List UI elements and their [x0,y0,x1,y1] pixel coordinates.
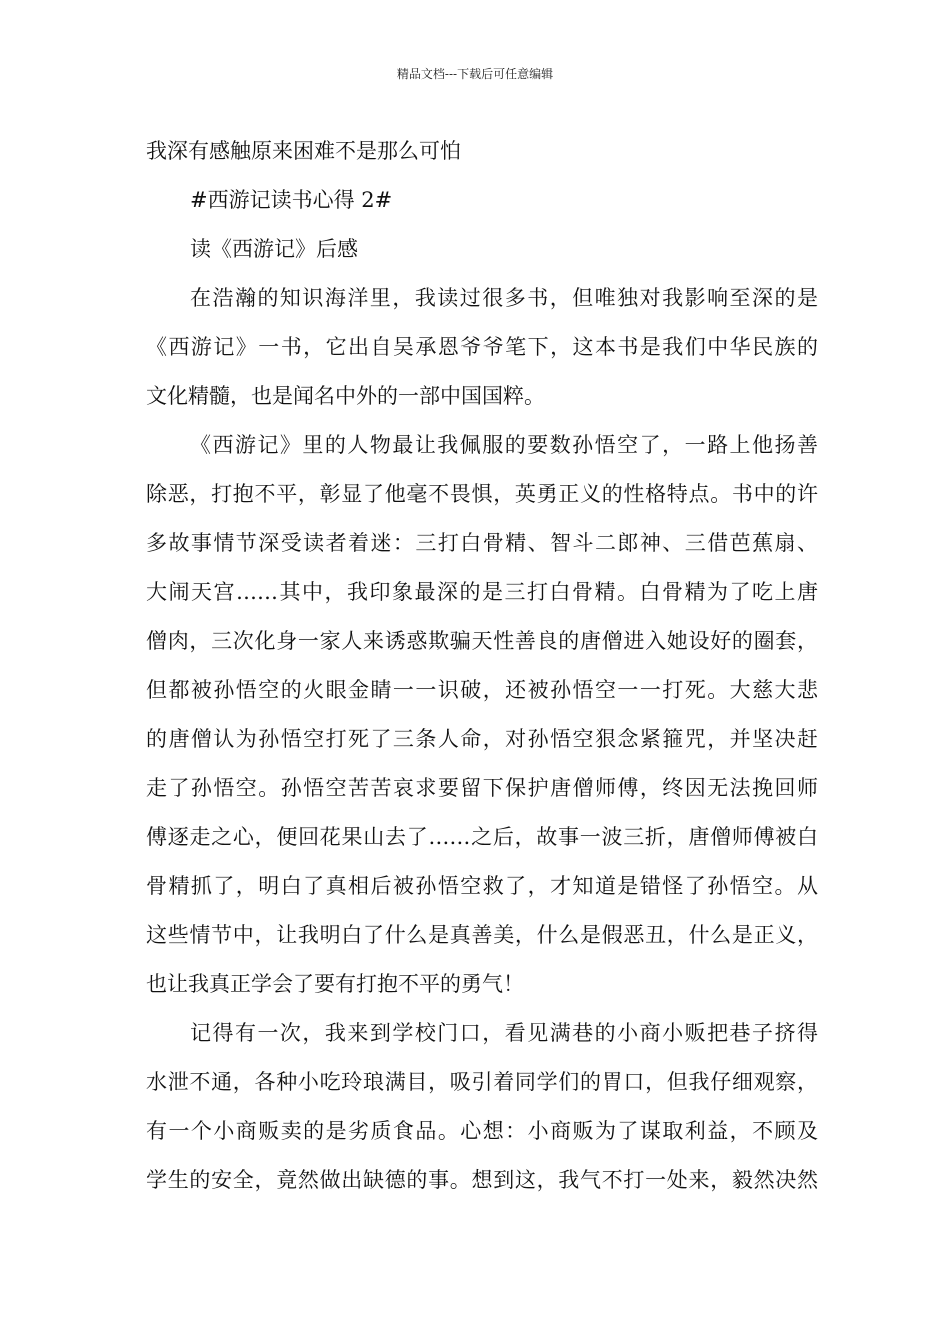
text-line: 《西游记》里的人物最让我佩服的要数孙悟空了，一路上他扬善 [190,433,818,457]
text-line: 多故事情节深受读者着迷：三打白骨精、智斗二郎神、三借芭蕉扇、 [146,531,818,555]
text-line: 也让我真正学会了要有打抱不平的勇气！ [146,972,524,996]
text-line: 傅逐走之心，便回花果山去了……之后，故事一波三折，唐僧师傅被白 [146,825,818,849]
text-line: 在浩瀚的知识海洋里，我读过很多书，但唯独对我影响至深的是 [190,286,818,310]
text-line: 走了孙悟空。孙悟空苦苦哀求要留下保护唐僧师傅，终因无法挽回师 [146,776,818,800]
text-line: #西游记读书心得 2# [190,188,393,212]
text-line: 我深有感触原来困难不是那么可怕 [146,139,461,163]
text-line: 骨精抓了，明白了真相后被孙悟空救了，才知道是错怪了孙悟空。从 [146,874,818,898]
text-line: 文化精髓，也是闻名中外的一部中国国粹。 [146,384,545,408]
text-line: 读《西游记》后感 [190,237,358,261]
text-line: 学生的安全，竟然做出缺德的事。想到这，我气不打一处来，毅然决然 [146,1168,818,1192]
text-line: 大闹天宫……其中，我印象最深的是三打白骨精。白骨精为了吃上唐 [146,580,818,604]
page-header: 精品文档---下载后可任意编辑 [396,67,554,81]
text-line: 水泄不通，各种小吃玲琅满目，吸引着同学们的胃口，但我仔细观察， [146,1070,818,1094]
text-line: 《西游记》一书，它出自吴承恩爷爷笔下，这本书是我们中华民族的 [146,335,818,359]
document-body [146,127,818,1205]
text-line: 这些情节中，让我明白了什么是真善美，什么是假恶丑，什么是正义， [146,923,818,947]
text-line: 僧肉，三次化身一家人来诱惑欺骗天性善良的唐僧进入她设好的圈套， [146,629,818,653]
text-line: 但都被孙悟空的火眼金睛一一识破，还被孙悟空一一打死。大慈大悲 [146,678,818,702]
text-line: 记得有一次，我来到学校门口，看见满巷的小商小贩把巷子挤得 [190,1021,818,1045]
text-line: 的唐僧认为孙悟空打死了三条人命，对孙悟空狠念紧箍咒，并坚决赶 [146,727,818,751]
text-line: 除恶，打抱不平，彰显了他毫不畏惧，英勇正义的性格特点。书中的许 [146,482,818,506]
text-line: 有一个小商贩卖的是劣质食品。心想：小商贩为了谋取利益，不顾及 [146,1119,818,1143]
